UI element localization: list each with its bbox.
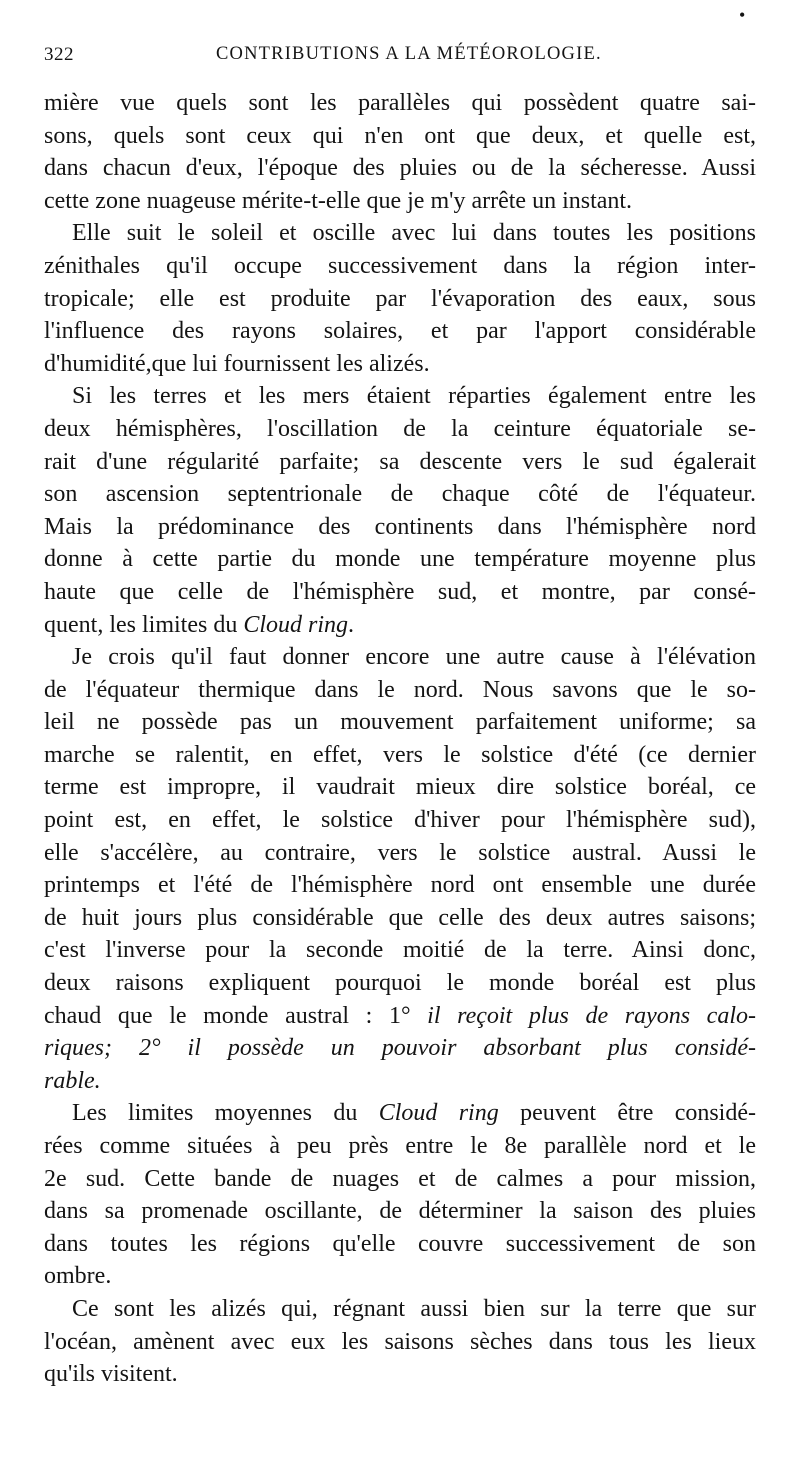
text-line — [44, 804, 756, 837]
text-line — [44, 380, 756, 413]
text-segment: Mais la prédominance des continents dans l'hémisphère nord — [44, 513, 756, 540]
text-line — [44, 869, 756, 902]
text-segment: Ce sont les alizés qui, régnant aussi bien sur la terre que sur — [72, 1295, 756, 1322]
text-line — [44, 1358, 756, 1391]
text-line — [44, 967, 756, 1000]
text-line — [44, 739, 756, 772]
body-text — [44, 87, 756, 1391]
text-segment: tropicale; elle est produite par l'évaporation des eaux, sous — [44, 285, 756, 312]
text-segment: l'influence des rayons solaires, et par l'apport considérable — [44, 318, 756, 345]
text-line — [44, 576, 756, 609]
text-line — [44, 315, 756, 348]
text-segment: de l'équateur thermique dans le nord. Nous savons que le so- — [44, 676, 756, 703]
text-line — [44, 1097, 756, 1130]
text-segment: 2e sud. Cette bande de nuages et de calmes a pour mission, — [44, 1165, 756, 1192]
text-segment: Si les terres et les mers étaient réparties également entre les — [72, 383, 756, 410]
text-line — [44, 185, 756, 218]
italic-text: Cloud ring — [243, 611, 348, 638]
text-segment: marche se ralentit, en effet, vers le solstice d'été (ce dernier — [44, 741, 756, 768]
text-segment: cette zone nuageuse mérite-t-elle que je m'y arrête un instant. — [44, 187, 633, 214]
italic-text: riques; 2° il possède un pouvoir absorbant plus considé- — [44, 1035, 756, 1062]
text-line — [44, 1000, 756, 1033]
text-line — [44, 609, 756, 642]
text-segment: leil ne possède pas un mouvement parfaitement uniforme; sa — [44, 709, 756, 736]
running-head: CONTRIBUTIONS A LA MÉTÉOROLOGIE. — [216, 44, 602, 64]
text-line — [44, 771, 756, 804]
text-line — [44, 674, 756, 707]
text-segment: c'est l'inverse pour la seconde moitié de la terre. Ainsi donc, — [44, 937, 756, 964]
text-line — [44, 446, 756, 479]
text-segment: dans sa promenade oscillante, de déterminer la saison des pluies — [44, 1198, 756, 1225]
text-line — [44, 120, 756, 153]
text-segment: point est, en effet, le solstice d'hiver pour l'hémisphère sud), — [44, 807, 756, 834]
text-line — [44, 1228, 756, 1261]
italic-text: Cloud ring — [378, 1100, 499, 1127]
text-segment: printemps et l'été de l'hémisphère nord ont ensemble une durée — [44, 872, 756, 899]
text-line — [44, 1195, 756, 1228]
text-segment: Elle suit le soleil et oscille avec lui dans toutes les positions — [72, 220, 756, 247]
text-line — [44, 1065, 756, 1098]
text-line — [44, 934, 756, 967]
text-segment: Je crois qu'il faut donner encore une autre cause à l'élévation — [72, 644, 756, 671]
page-number: 322 — [44, 44, 74, 65]
text-line — [44, 543, 756, 576]
text-segment: rait d'une régularité parfaite; sa descente vers le sud égalerait — [44, 448, 756, 475]
text-line — [44, 478, 756, 511]
text-line — [44, 511, 756, 544]
text-segment: dans toutes les régions qu'elle couvre successivement de son — [44, 1230, 756, 1257]
text-line — [44, 1260, 756, 1293]
text-segment: deux hémisphères, l'oscillation de la ceinture équatoriale se- — [44, 415, 756, 442]
text-line — [44, 283, 756, 316]
text-line — [44, 152, 756, 185]
text-line — [44, 87, 756, 120]
text-segment: d'humidité,que lui fournissent les alizés. — [44, 350, 430, 377]
text-segment: terme est impropre, il vaudrait mieux dire solstice boréal, ce — [44, 774, 756, 801]
text-segment: dans chacun d'eux, l'époque des pluies ou de la sécheresse. Aussi — [44, 155, 756, 182]
text-segment: son ascension septentrionale de chaque côté de l'équateur. — [44, 481, 756, 508]
text-segment: de huit jours plus considérable que celle des deux autres saisons; — [44, 904, 756, 931]
text-segment: chaud que le monde austral : 1° — [44, 1002, 428, 1029]
text-line — [44, 1326, 756, 1359]
text-segment: rées comme situées à peu près entre le 8e parallèle nord et le — [44, 1133, 756, 1159]
text-line — [44, 641, 756, 674]
text-line — [44, 250, 756, 283]
text-segment: qu'ils visitent. — [44, 1361, 178, 1388]
text-line — [44, 706, 756, 739]
text-line — [44, 1032, 756, 1065]
italic-text: rable. — [44, 1067, 101, 1094]
text-segment: Les limites moyennes du — [72, 1100, 379, 1127]
text-line — [44, 1293, 756, 1326]
text-segment: donne à cette partie du monde une température moyenne plus — [44, 546, 756, 573]
text-line — [44, 413, 756, 446]
text-segment: ombre. — [44, 1263, 112, 1290]
text-line — [44, 837, 756, 870]
text-segment: elle s'accélère, au contraire, vers le solstice austral. Aussi le — [44, 839, 756, 866]
text-segment: quent, les limites du — [44, 611, 244, 638]
text-line — [44, 1163, 756, 1196]
text-segment: peuvent être considé- — [498, 1100, 756, 1127]
text-segment: mière vue quels sont les parallèles qui possèdent quatre sai- — [44, 90, 756, 116]
page-header — [44, 44, 756, 74]
text-line — [44, 902, 756, 935]
text-line — [44, 217, 756, 250]
italic-text: il reçoit plus de rayons calo- — [427, 1002, 756, 1029]
text-segment: sons, quels sont ceux qui n'en ont que deux, et quelle est, — [44, 122, 756, 149]
text-segment: deux raisons expliquent pourquoi le monde boréal est plus — [44, 970, 756, 997]
text-line — [44, 348, 756, 381]
text-segment: l'océan, amènent avec eux les saisons sèches dans tous les lieux — [44, 1328, 756, 1355]
text-segment: haute que celle de l'hémisphère sud, et montre, par consé- — [44, 578, 756, 605]
page-mark: • — [739, 5, 746, 25]
text-line — [44, 1130, 756, 1163]
text-segment: . — [348, 611, 354, 638]
text-segment: zénithales qu'il occupe successivement dans la région inter- — [44, 252, 756, 279]
